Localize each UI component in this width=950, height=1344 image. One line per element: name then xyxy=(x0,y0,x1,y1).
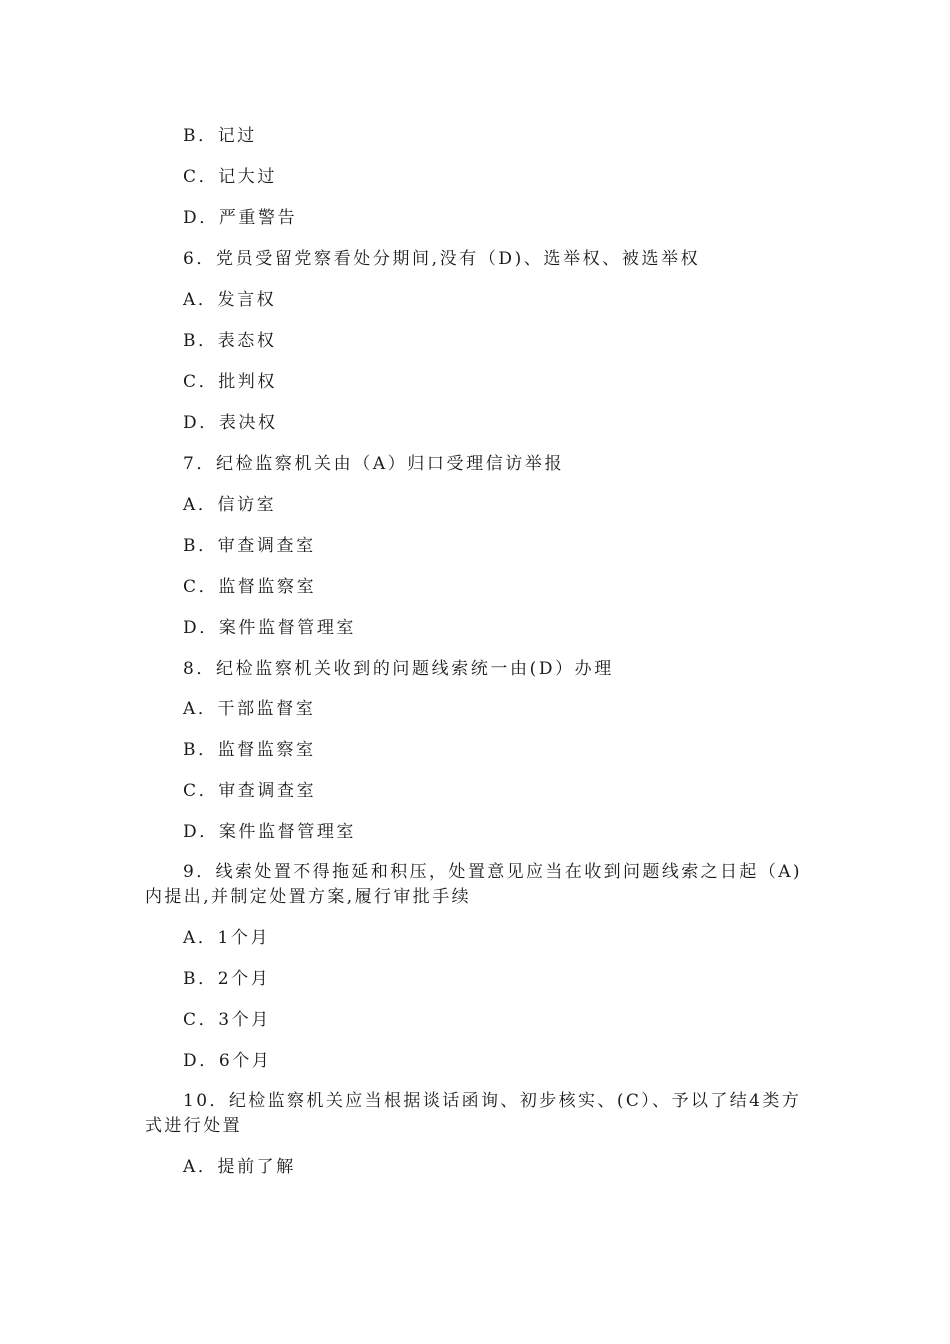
option-9c: C．3个月 xyxy=(183,1010,271,1030)
question-8: 8．纪检监察机关收到的问题线索统一由(D）办理 xyxy=(183,659,614,679)
option-9b: B．2个月 xyxy=(183,969,271,989)
question-7: 7．纪检监察机关由（A）归口受理信访举报 xyxy=(183,454,565,474)
option-6a: A．发言权 xyxy=(183,290,277,310)
option-7b: B．审查调查室 xyxy=(183,536,316,556)
option-7c: C．监督监察室 xyxy=(183,577,317,597)
option-5d: D．严重警告 xyxy=(183,208,298,228)
option-8b: B．监督监察室 xyxy=(183,740,316,760)
option-5c: C．记大过 xyxy=(183,167,278,187)
option-9d: D．6个月 xyxy=(183,1051,272,1071)
option-6d: D．表决权 xyxy=(183,413,278,433)
question-6: 6．党员受留党察看处分期间,没有（D)、选举权、被选举权 xyxy=(183,249,701,269)
question-10: 10．纪检监察机关应当根据谈话函询、初步核实、(C）、予以了结4类方式进行处置 xyxy=(145,1091,802,1136)
option-6b: B．表态权 xyxy=(183,331,277,351)
option-8c: C．审查调查室 xyxy=(183,781,317,801)
option-10a: A．提前了解 xyxy=(183,1157,296,1177)
option-8d: D．案件监督管理室 xyxy=(183,822,357,842)
question-9: 9．线索处置不得拖延和积压，处置意见应当在收到问题线索之日起（A)内提出,并制定处置方案,履行审批手续 xyxy=(145,862,802,907)
option-5b: B．记过 xyxy=(183,126,257,146)
option-8a: A．干部监督室 xyxy=(183,699,316,719)
option-7d: D．案件监督管理室 xyxy=(183,618,357,638)
option-7a: A．信访室 xyxy=(183,495,277,515)
option-9a: A．1个月 xyxy=(183,928,271,948)
option-6c: C．批判权 xyxy=(183,372,278,392)
